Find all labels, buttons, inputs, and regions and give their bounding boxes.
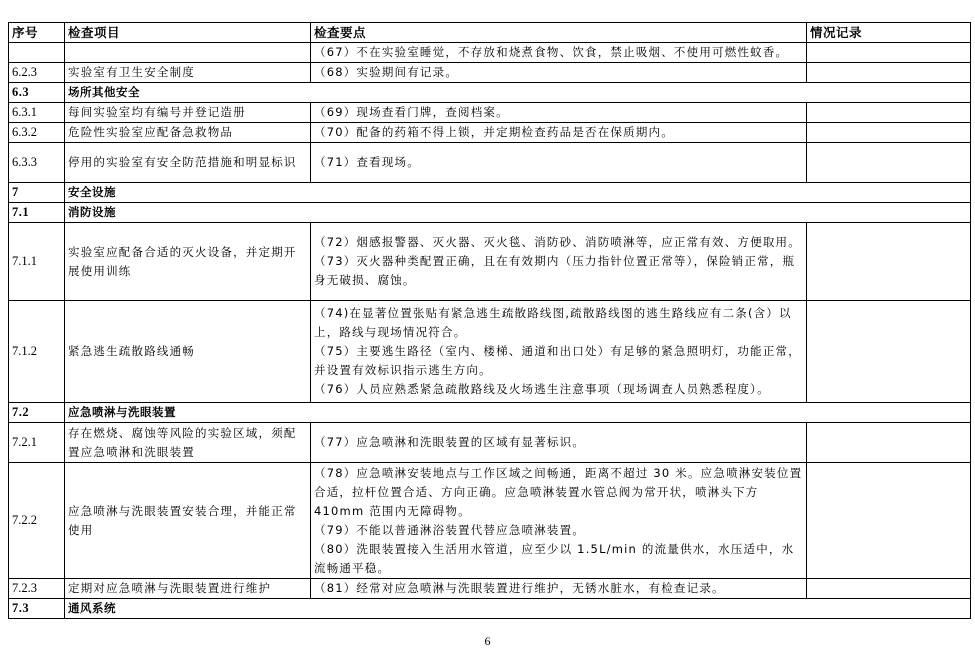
check-point: （78）应急喷淋安装地点与工作区域之间畅通，距离不超过 30 米。应急喷淋安装位置合适，拉杆位置合适、方向正确。应急喷淋装置水管总阀为常开状，喷淋头下方 410mm 范围内无障碍物。 — [314, 465, 803, 518]
header-record: 情况记录 — [807, 23, 971, 43]
item-number: 6.3.3 — [9, 143, 65, 183]
check-point: （76）人员应熟悉紧急疏散路线及火场逃生注意事项（现场调查人员熟悉程度）。 — [314, 382, 770, 396]
check-point: （68）实验期间有记录。 — [314, 65, 459, 79]
table-row — [9, 63, 971, 83]
section-row — [9, 83, 971, 103]
item-name: 每间实验室均有编号并登记造册 — [65, 103, 311, 123]
check-points — [311, 43, 807, 63]
item-number — [9, 43, 65, 63]
item-name: 定期对应急喷淋与洗眼装置进行维护 — [65, 579, 311, 599]
table-row — [9, 301, 971, 403]
item-name: 应急喷淋与洗眼装置安装合理，并能正常使用 — [65, 463, 311, 579]
item-name: 实验室应配备合适的灭火设备，并定期开展使用训练 — [65, 223, 311, 301]
section-title: 场所其他安全 — [65, 83, 971, 103]
check-points — [311, 223, 807, 301]
record-cell[interactable] — [807, 43, 971, 63]
record-cell[interactable] — [807, 223, 971, 301]
item-name — [65, 43, 311, 63]
check-point: （80）洗眼装置接入生活用水管道，应至少以 1.5L/min 的流量供水，水压适中，水流畅通平稳。 — [314, 541, 795, 575]
record-cell[interactable] — [807, 143, 971, 183]
table-row — [9, 423, 971, 463]
check-points — [311, 301, 807, 403]
section-title: 应急喷淋与洗眼装置 — [65, 403, 971, 423]
item-number: 7.1.1 — [9, 223, 65, 301]
record-cell[interactable] — [807, 123, 971, 143]
item-name: 危险性实验室应配备急救物品 — [65, 123, 311, 143]
section-title: 通风系统 — [65, 599, 971, 619]
item-number: 6.3.2 — [9, 123, 65, 143]
section-number: 6.3 — [9, 83, 65, 103]
check-point: （74)在显著位置张贴有紧急逃生疏散路线图,疏散路线图的逃生路线应有二条(含）以上，路线与现场情况符合。 — [314, 306, 792, 339]
record-cell[interactable] — [807, 463, 971, 579]
table-header — [9, 23, 971, 43]
check-point: （73）灭火器种类配置正确，且在有效期内（压力指针位置正常等），保险销正常，瓶身无破损、腐蚀。 — [314, 254, 796, 287]
table-row — [9, 123, 971, 143]
check-point: （70）配备的药箱不得上锁，并定期检查药品是否在保质期内。 — [314, 125, 674, 139]
item-number: 7.1.2 — [9, 301, 65, 403]
check-points — [311, 63, 807, 83]
check-points — [311, 423, 807, 463]
item-name: 紧急逃生疏散路线通畅 — [65, 301, 311, 403]
table-row — [9, 143, 971, 183]
check-points — [311, 123, 807, 143]
page-number: 6 — [484, 634, 491, 648]
section-row — [9, 183, 971, 203]
item-number: 7.2.3 — [9, 579, 65, 599]
section-row — [9, 203, 971, 223]
check-points — [311, 143, 807, 183]
record-cell[interactable] — [807, 63, 971, 83]
section-number: 7.1 — [9, 203, 65, 223]
check-point: （77）应急喷淋和洗眼装置的区域有显著标识。 — [314, 435, 586, 449]
inspection-table — [8, 22, 971, 619]
check-point: （79）不能以普通淋浴装置代替应急喷淋装置。 — [314, 522, 586, 537]
item-number: 6.3.1 — [9, 103, 65, 123]
check-points — [311, 579, 807, 599]
table-row — [9, 579, 971, 599]
item-name: 停用的实验室有安全防范措施和明显标识 — [65, 143, 311, 183]
header-item: 检查项目 — [65, 23, 311, 43]
section-number: 7 — [9, 183, 65, 203]
check-points — [311, 463, 807, 579]
item-name: 实验室有卫生安全制度 — [65, 63, 311, 83]
section-title: 安全设施 — [65, 183, 971, 203]
check-point: （71）查看现场。 — [314, 155, 420, 169]
item-number: 6.2.3 — [9, 63, 65, 83]
check-point: （75）主要逃生路径（室内、楼梯、通道和出口处）有足够的紧急照明灯，功能正常，并设置有效标识指示逃生方向。 — [314, 344, 801, 377]
table-row — [9, 103, 971, 123]
check-points — [311, 103, 807, 123]
check-point: （67）不在实验室睡觉，不存放和烧煮食物、饮食，禁止吸烟、不使用可燃性蚊香。 — [314, 45, 789, 59]
table-row — [9, 43, 971, 63]
item-number: 7.2.2 — [9, 463, 65, 579]
item-number: 7.2.1 — [9, 423, 65, 463]
section-number: 7.2 — [9, 403, 65, 423]
header-points: 检查要点 — [311, 23, 807, 43]
check-point: （69）现场查看门牌，查阅档案。 — [314, 105, 509, 119]
item-name: 存在燃烧、腐蚀等风险的实验区域，须配置应急喷淋和洗眼装置 — [65, 423, 311, 463]
section-row — [9, 403, 971, 423]
record-cell[interactable] — [807, 103, 971, 123]
section-number: 7.3 — [9, 599, 65, 619]
section-row — [9, 599, 971, 619]
check-point: （81）经常对应急喷淋与洗眼装置进行维护，无锈水脏水，有检查记录。 — [314, 581, 725, 595]
record-cell[interactable] — [807, 579, 971, 599]
header-no: 序号 — [9, 23, 65, 43]
check-point: （72）烟感报警器、灭火器、灭火毯、消防砂、消防喷淋等，应正常有效、方便取用。 — [314, 235, 801, 249]
table-row — [9, 223, 971, 301]
table-row — [9, 463, 971, 579]
record-cell[interactable] — [807, 301, 971, 403]
record-cell[interactable] — [807, 423, 971, 463]
section-title: 消防设施 — [65, 203, 971, 223]
